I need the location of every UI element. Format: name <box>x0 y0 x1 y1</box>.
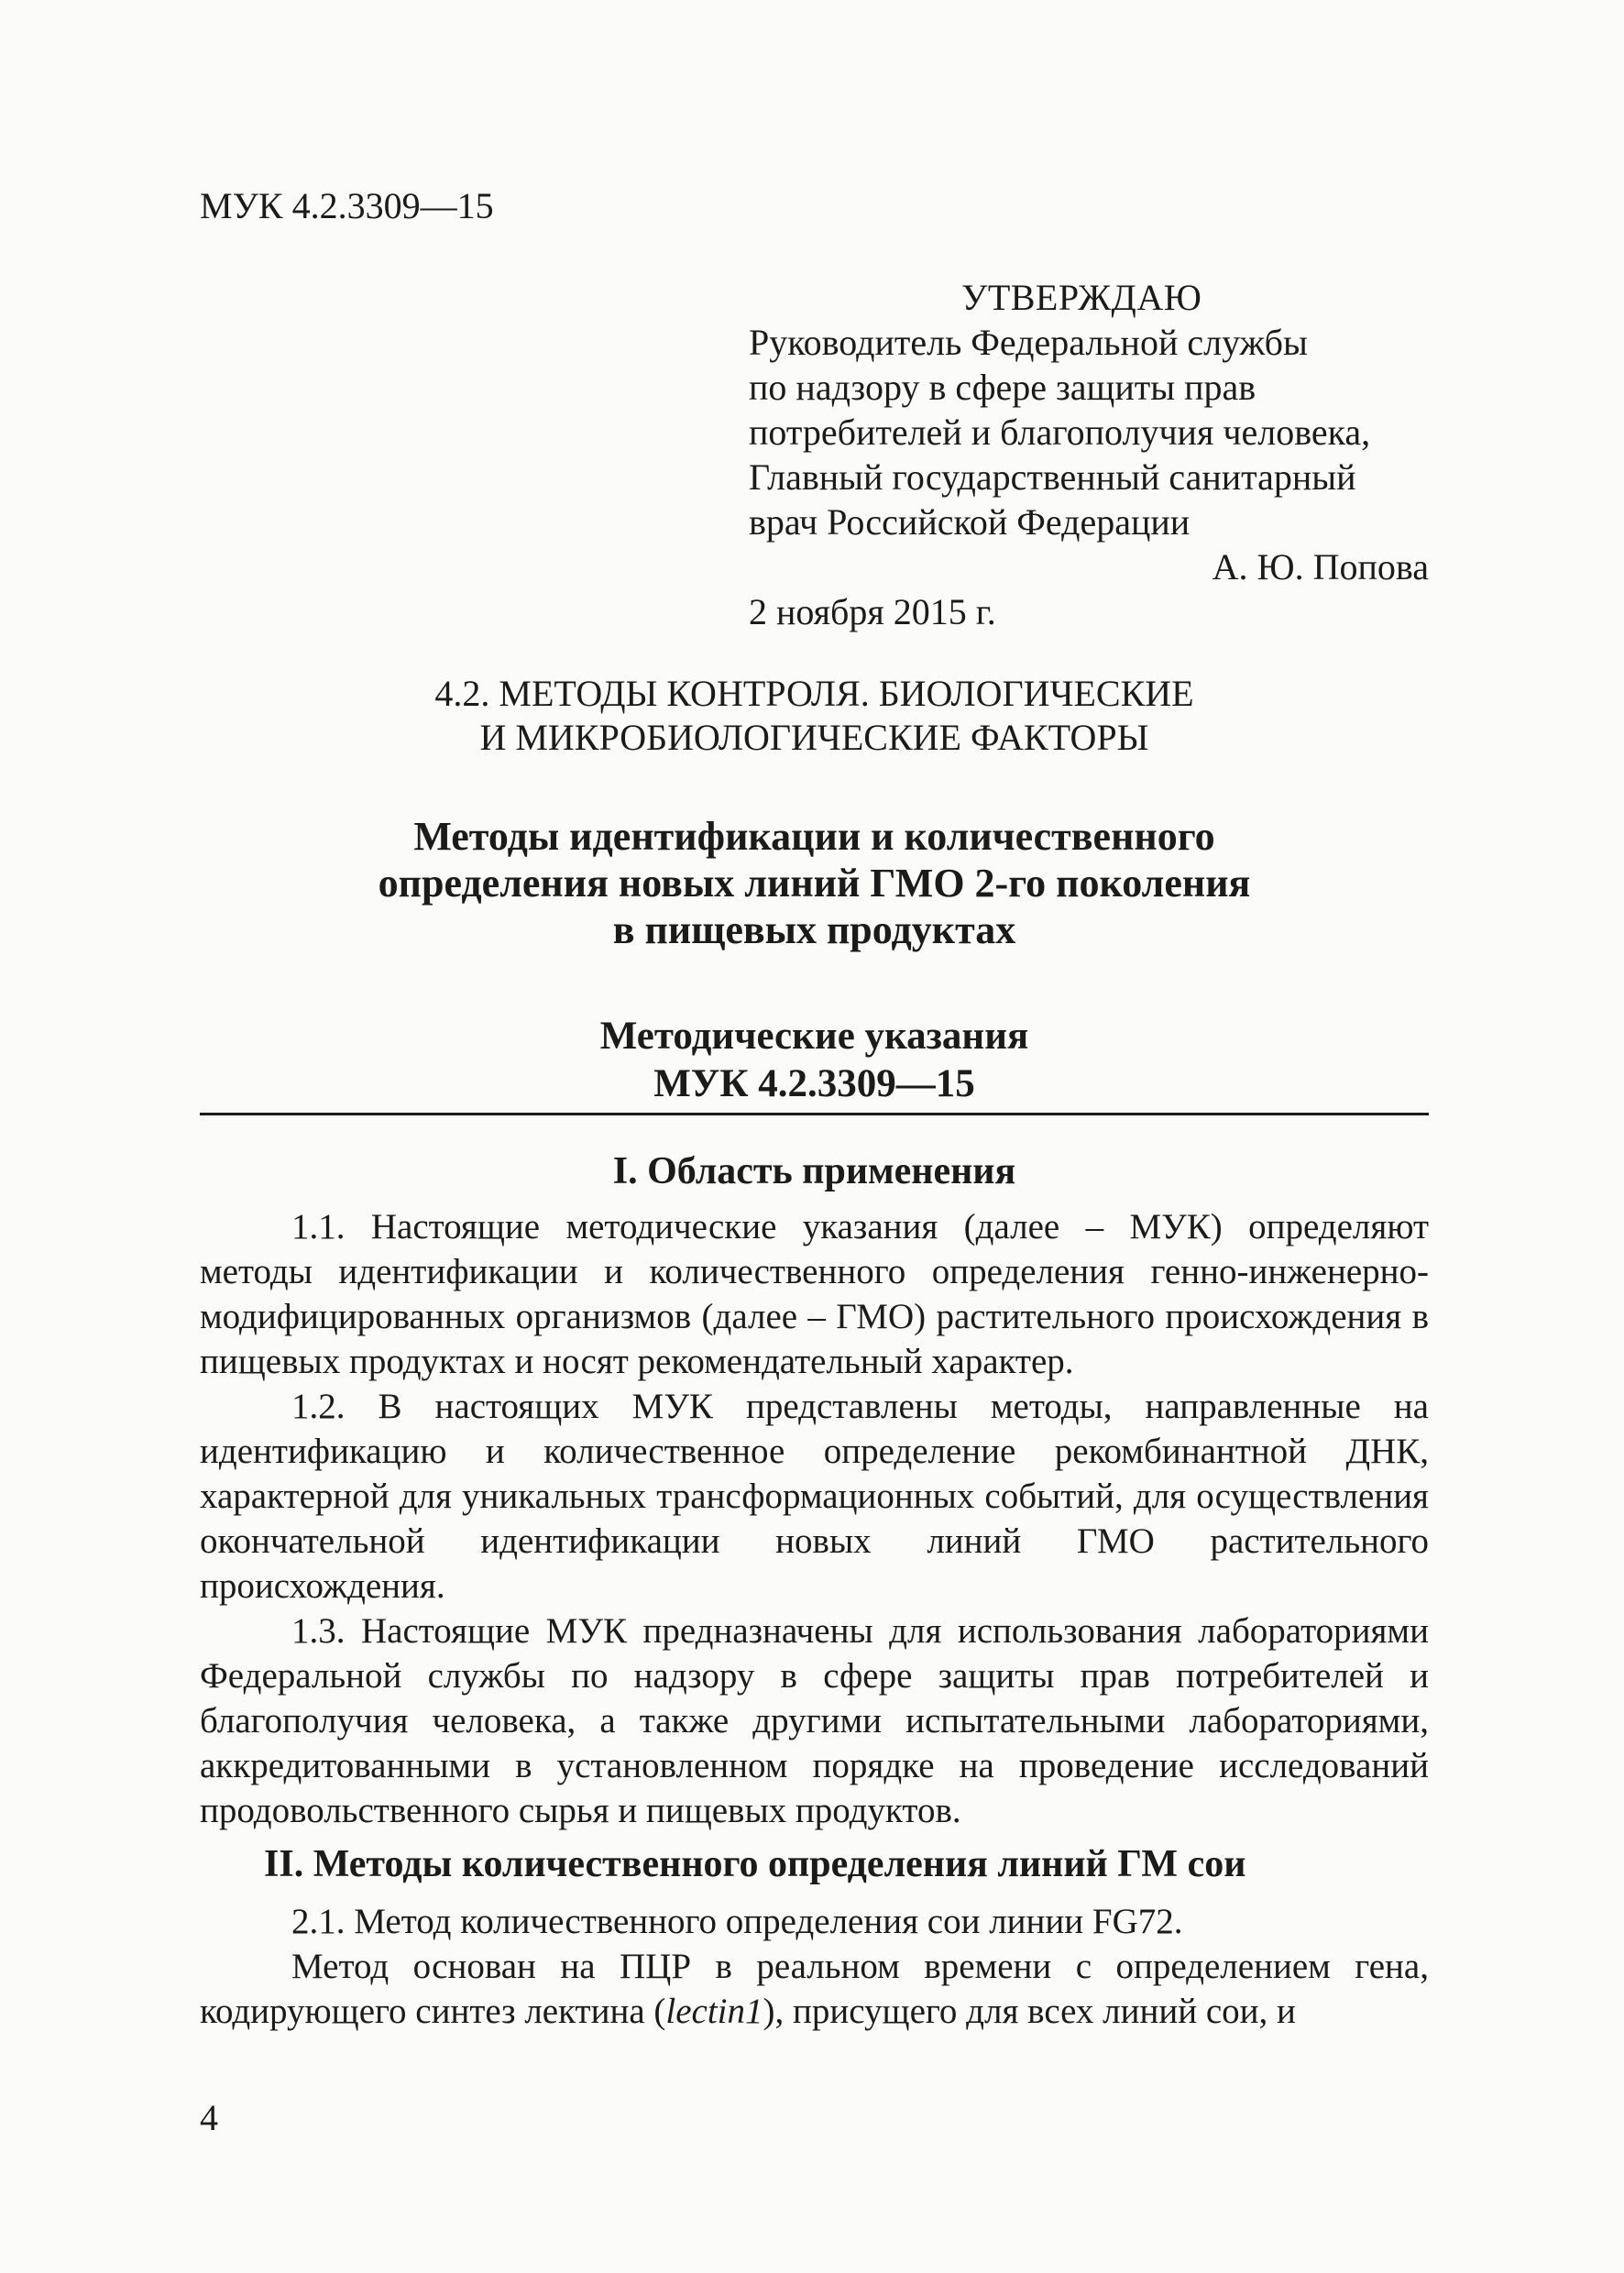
document-code-header: МУК 4.2.3309—15 <box>200 185 494 226</box>
section-methods <box>200 1840 1429 2034</box>
paragraph: 1.3. Настоящие МУК предназначены для использования лабораториями Федеральной службы по надзору в сфере защиты прав потребителей и благополучия человека, а также другими испытательными лабораториями, аккредитованными в установленном порядке на проведение исследований продовольственного сырья и пищевых продуктов. <box>200 1611 1429 1830</box>
paragraph: 1.2. В настоящих МУК представлены методы, направленные на идентификацию и количественное определение рекомбинантной ДНК, характерной для уникальных трансформационных событий, для осуществления окончательной идентификации новых линий ГМО растительного происхождения. <box>200 1387 1429 1606</box>
approval-line: потребителей и благополучия человека, <box>749 412 1371 453</box>
paragraph-text: ), присущего для всех линий сои, и <box>763 1992 1296 2031</box>
gene-name-italic: lectin1 <box>665 1992 763 2031</box>
paragraph: 2.1. Метод количественного определения сои линии FG72. <box>291 1902 1183 1941</box>
document-title <box>200 813 1429 953</box>
approval-line: врач Российской Федерации <box>749 501 1191 543</box>
document-title-line: в пищевых продуктах <box>612 907 1016 952</box>
section-scope-heading: I. Область применения <box>612 1150 1016 1192</box>
section-heading <box>200 672 1429 760</box>
paragraph-text: Метод основан на ПЦР в реальном времени с определением гена, кодирующего синтез лектина ( <box>200 1947 1429 2031</box>
paragraph <box>200 1944 1429 2034</box>
section-methods-heading: II. Методы количественного определения линий ГМ сои <box>264 1843 1246 1885</box>
approval-date: 2 ноября 2015 г. <box>749 591 996 632</box>
page-number: 4 <box>200 2097 218 2138</box>
document-type <box>200 1013 1429 1108</box>
section-scope <box>200 1147 1429 1833</box>
approval-line: Руководитель Федеральной службы <box>749 322 1308 363</box>
document-title-line: Методы идентификации и количественного <box>413 814 1215 859</box>
approval-line: по надзору в сфере защиты прав <box>749 367 1256 408</box>
document-type-code: МУК 4.2.3309—15 <box>653 1062 975 1105</box>
approval-title: УТВЕРЖДАЮ <box>961 277 1202 318</box>
section-heading-line: 4.2. МЕТОДЫ КОНТРОЛЯ. БИОЛОГИЧЕСКИЕ <box>434 673 1194 714</box>
paragraph: 1.1. Настоящие методические указания (далее – МУК) определяют методы идентификации и количественного определения генно-инженерно-модифицированных организмов (далее – ГМО) растительного происхождения в пищевых продуктах и носят рекомендательный характер. <box>200 1207 1429 1381</box>
approval-block <box>749 275 1429 634</box>
document-type-label: Методические указания <box>599 1015 1029 1058</box>
document-title-line: определения новых линий ГМО 2-го поколения <box>378 861 1251 906</box>
approval-signatory-name: А. Ю. Попова <box>1212 546 1429 587</box>
approval-line: Главный государственный санитарный <box>749 456 1356 498</box>
section-heading-line: И МИКРОБИОЛОГИЧЕСКИЕ ФАКТОРЫ <box>479 717 1149 758</box>
horizontal-divider <box>200 1113 1429 1115</box>
